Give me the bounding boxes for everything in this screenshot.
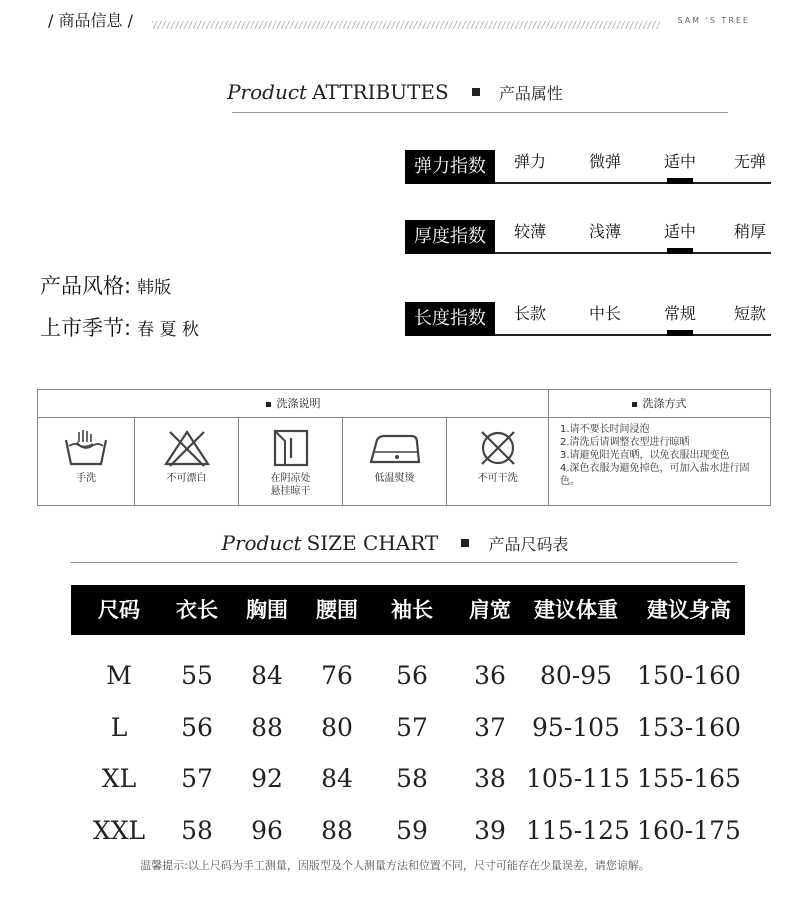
table-row (71, 656, 745, 696)
product-style-label: 产品风格: (40, 274, 132, 298)
product-style-value: 韩版 (137, 278, 172, 298)
attributes-title-cn: 产品属性 (498, 84, 563, 103)
size-cell: 58 (396, 764, 428, 793)
attributes-title (0, 80, 790, 104)
care-label-line: 悬挂晾干 (270, 486, 311, 497)
size-cell: 56 (181, 713, 213, 742)
attributes-title-en: ATTRIBUTES (312, 80, 449, 104)
care-label: 手洗 (76, 473, 96, 484)
index-option: 较薄 (513, 222, 546, 241)
index-label: 弹力指数 (405, 150, 495, 184)
brand-name: SAM 'S TREE (677, 16, 750, 25)
size-cell: 115-125 (526, 816, 630, 845)
size-cell: 36 (474, 661, 506, 690)
size-footnote: 温馨提示:以上尺码为手工测量，因版型及个人测量方法和位置不同，尺寸可能存在少量误差，请您谅解。 (140, 859, 650, 872)
table-row (71, 708, 745, 748)
index-label: 厚度指数 (405, 220, 495, 254)
method-header: 洗涤方式 (548, 390, 770, 418)
index-option: 稍厚 (733, 222, 766, 241)
size-cell: 57 (181, 764, 213, 793)
size-chart-title-italic: Product (221, 531, 302, 555)
index-scale-line (495, 252, 771, 254)
attributes-title-italic: Product (227, 80, 308, 104)
size-col-header: 建议身高 (647, 598, 731, 622)
header-hatch-decoration (152, 21, 660, 29)
square-bullet-icon (472, 88, 480, 96)
no-bleach-icon (162, 428, 212, 468)
page-header (48, 10, 770, 32)
header-title: / 商品信息 / (48, 11, 133, 30)
size-cell: XL (101, 764, 137, 793)
index-option: 微弹 (588, 152, 621, 171)
size-col-header: 衣长 (176, 598, 218, 622)
size-cell: 80-95 (539, 661, 613, 690)
index-option: 中长 (588, 304, 621, 323)
index-option: 短款 (733, 304, 766, 323)
care-table (37, 389, 771, 506)
no-dry-clean-icon (476, 428, 520, 468)
hand-wash-icon (63, 428, 109, 468)
care-item-low-iron (343, 418, 446, 505)
size-cell: 92 (251, 764, 283, 793)
care-item-hand-wash (38, 418, 134, 505)
product-season-label: 上市季节: (40, 316, 132, 340)
care-label: 不可干洗 (477, 473, 518, 484)
table-row (71, 811, 745, 851)
selected-marker (667, 178, 693, 184)
size-col-header: 建议体重 (534, 598, 618, 622)
size-chart-title (0, 531, 790, 555)
selected-marker (667, 248, 693, 254)
size-cell: 88 (251, 713, 283, 742)
product-style (40, 270, 171, 300)
size-col-header: 腰围 (316, 598, 358, 622)
care-label (239, 472, 342, 498)
index-label: 长度指数 (405, 302, 495, 336)
index-option: 弹力 (513, 152, 546, 171)
size-chart-title-cn: 产品尺码表 (488, 535, 569, 554)
care-divider (548, 390, 549, 505)
care-label: 低温熨烫 (374, 473, 415, 484)
size-cell: 155-165 (637, 764, 741, 793)
index-scale-line (495, 334, 771, 336)
selected-marker (667, 330, 693, 336)
size-chart-divider (70, 562, 738, 563)
size-cell: 105-115 (526, 764, 630, 793)
size-cell: 76 (321, 661, 353, 690)
care-item-no-dry-clean (447, 418, 548, 505)
size-cell: 153-160 (637, 713, 741, 742)
length-index (405, 302, 771, 336)
size-cell: 56 (396, 661, 428, 690)
size-cell: 59 (396, 816, 428, 845)
line-dry-shade-icon (271, 428, 311, 468)
size-col-header: 袖长 (391, 598, 433, 622)
index-option: 浅薄 (588, 222, 621, 241)
size-col-header: 胸围 (246, 598, 288, 622)
size-cell: 150-160 (637, 661, 741, 690)
size-cell: L (110, 713, 128, 742)
thickness-index (405, 220, 771, 254)
care-label: 不可漂白 (166, 473, 207, 484)
size-table-header (71, 585, 745, 635)
square-bullet-icon (632, 402, 637, 407)
square-bullet-icon (461, 539, 469, 547)
washing-header: 洗涤说明 (38, 390, 548, 418)
low-iron-icon (367, 428, 423, 468)
index-option-selected: 常规 (663, 304, 696, 323)
table-row (71, 759, 745, 799)
size-cell: 80 (321, 713, 353, 742)
size-cell: 55 (181, 661, 213, 690)
care-label-line: 在阴凉处 (270, 473, 311, 484)
index-scale-line (495, 182, 771, 184)
size-cell: 96 (251, 816, 283, 845)
square-bullet-icon (266, 402, 271, 407)
size-cell: 57 (396, 713, 428, 742)
size-cell: 84 (321, 764, 353, 793)
size-cell: 37 (474, 713, 506, 742)
size-cell: 160-175 (637, 816, 741, 845)
care-item-line-dry (239, 418, 342, 505)
product-season (40, 312, 199, 342)
index-option: 长款 (513, 304, 546, 323)
size-cell: 88 (321, 816, 353, 845)
care-note: 3.请避免阳光直晒，以免衣服出现变色 (560, 450, 730, 461)
care-note: 4.深色衣服为避免掉色，可加入盐水进行固色。 (560, 463, 750, 487)
index-option: 无弹 (733, 152, 766, 171)
size-chart-title-en: SIZE CHART (306, 531, 439, 555)
care-item-no-bleach (135, 418, 238, 505)
care-notes (552, 423, 770, 488)
care-note: 2.清洗后请调整衣型进行晾晒 (560, 437, 690, 448)
elasticity-index (405, 150, 771, 184)
size-cell: 58 (181, 816, 213, 845)
size-col-header: 肩宽 (469, 598, 511, 622)
care-note: 1.请不要长时间浸泡 (560, 424, 650, 435)
size-cell: 95-105 (532, 713, 620, 742)
size-cell: XXL (92, 816, 146, 845)
attributes-divider (232, 112, 728, 113)
size-cell: 39 (474, 816, 506, 845)
size-col-header: 尺码 (98, 598, 140, 622)
size-cell: 38 (474, 764, 506, 793)
size-cell: M (106, 661, 132, 690)
index-option-selected: 适中 (663, 222, 696, 241)
index-option-selected: 适中 (663, 152, 696, 171)
product-season-value: 春 夏 秋 (137, 320, 199, 340)
size-cell: 84 (251, 661, 283, 690)
